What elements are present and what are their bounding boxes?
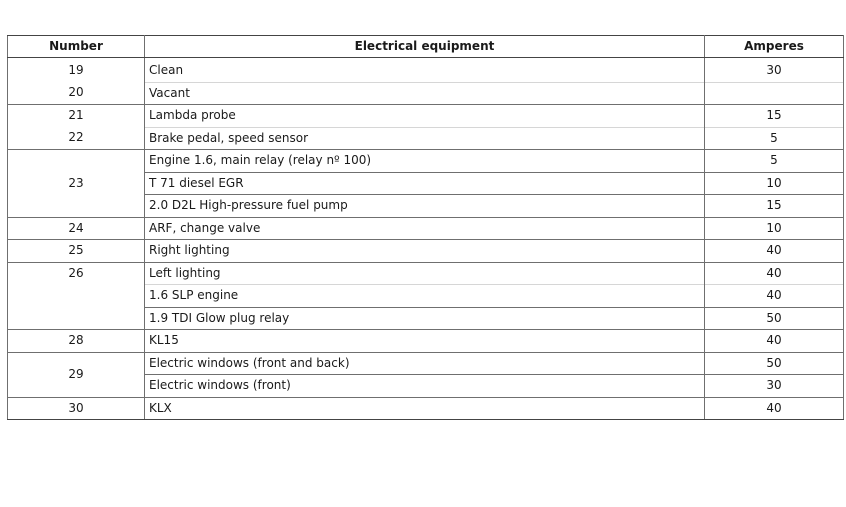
fuse-number: 23 bbox=[8, 150, 145, 218]
fuse-number: 29 bbox=[8, 352, 145, 397]
fuse-number: 20 bbox=[8, 82, 145, 105]
equipment-cell: KL15 bbox=[145, 330, 705, 353]
table-row bbox=[8, 127, 844, 150]
amperes-cell: 15 bbox=[705, 195, 844, 218]
amperes-cell: 40 bbox=[705, 397, 844, 420]
table-row bbox=[8, 60, 844, 82]
amperes-cell: 50 bbox=[705, 352, 844, 375]
amperes-cell: 5 bbox=[705, 150, 844, 173]
equipment-cell: Engine 1.6, main relay (relay nº 100) bbox=[145, 150, 705, 173]
fuse-number: 19 bbox=[8, 60, 145, 82]
amperes-cell: 50 bbox=[705, 307, 844, 330]
amperes-cell: 15 bbox=[705, 105, 844, 128]
fuse-number: 25 bbox=[8, 240, 145, 263]
equipment-cell: Electric windows (front and back) bbox=[145, 352, 705, 375]
equipment-cell: Right lighting bbox=[145, 240, 705, 263]
fuse-number: 26 bbox=[8, 262, 145, 330]
equipment-cell: Clean bbox=[145, 60, 705, 82]
column-header-number: Number bbox=[8, 36, 145, 58]
amperes-cell: 40 bbox=[705, 262, 844, 285]
fuse-number: 30 bbox=[8, 397, 145, 420]
amperes-cell: 30 bbox=[705, 375, 844, 398]
equipment-cell: Brake pedal, speed sensor bbox=[145, 127, 705, 150]
equipment-cell: Lambda probe bbox=[145, 105, 705, 128]
equipment-cell: 1.9 TDI Glow plug relay bbox=[145, 307, 705, 330]
equipment-cell: T 71 diesel EGR bbox=[145, 172, 705, 195]
equipment-cell: Left lighting bbox=[145, 262, 705, 285]
amperes-cell: 40 bbox=[705, 240, 844, 263]
equipment-cell: Electric windows (front) bbox=[145, 375, 705, 398]
table-row bbox=[8, 397, 844, 420]
equipment-cell: 1.6 SLP engine bbox=[145, 285, 705, 308]
equipment-cell: KLX bbox=[145, 397, 705, 420]
amperes-cell: 40 bbox=[705, 285, 844, 308]
column-header-equipment: Electrical equipment bbox=[145, 36, 705, 58]
equipment-cell: Vacant bbox=[145, 82, 705, 105]
table-row bbox=[8, 150, 844, 173]
equipment-cell: ARF, change valve bbox=[145, 217, 705, 240]
fuse-number: 21 bbox=[8, 105, 145, 128]
amperes-cell: 10 bbox=[705, 172, 844, 195]
fuse-number: 22 bbox=[8, 127, 145, 150]
table-header-row bbox=[8, 36, 844, 58]
table-row bbox=[8, 262, 844, 285]
column-header-amperes: Amperes bbox=[705, 36, 844, 58]
table-row bbox=[8, 82, 844, 105]
fuse-table bbox=[7, 35, 844, 420]
amperes-cell: 40 bbox=[705, 330, 844, 353]
amperes-cell bbox=[705, 82, 844, 105]
equipment-cell: 2.0 D2L High-pressure fuel pump bbox=[145, 195, 705, 218]
amperes-cell: 5 bbox=[705, 127, 844, 150]
table-row bbox=[8, 352, 844, 375]
amperes-cell: 30 bbox=[705, 60, 844, 82]
fuse-number: 24 bbox=[8, 217, 145, 240]
table-row bbox=[8, 240, 844, 263]
table-row bbox=[8, 330, 844, 353]
table-row bbox=[8, 217, 844, 240]
fuse-number: 28 bbox=[8, 330, 145, 353]
amperes-cell: 10 bbox=[705, 217, 844, 240]
table-row bbox=[8, 105, 844, 128]
